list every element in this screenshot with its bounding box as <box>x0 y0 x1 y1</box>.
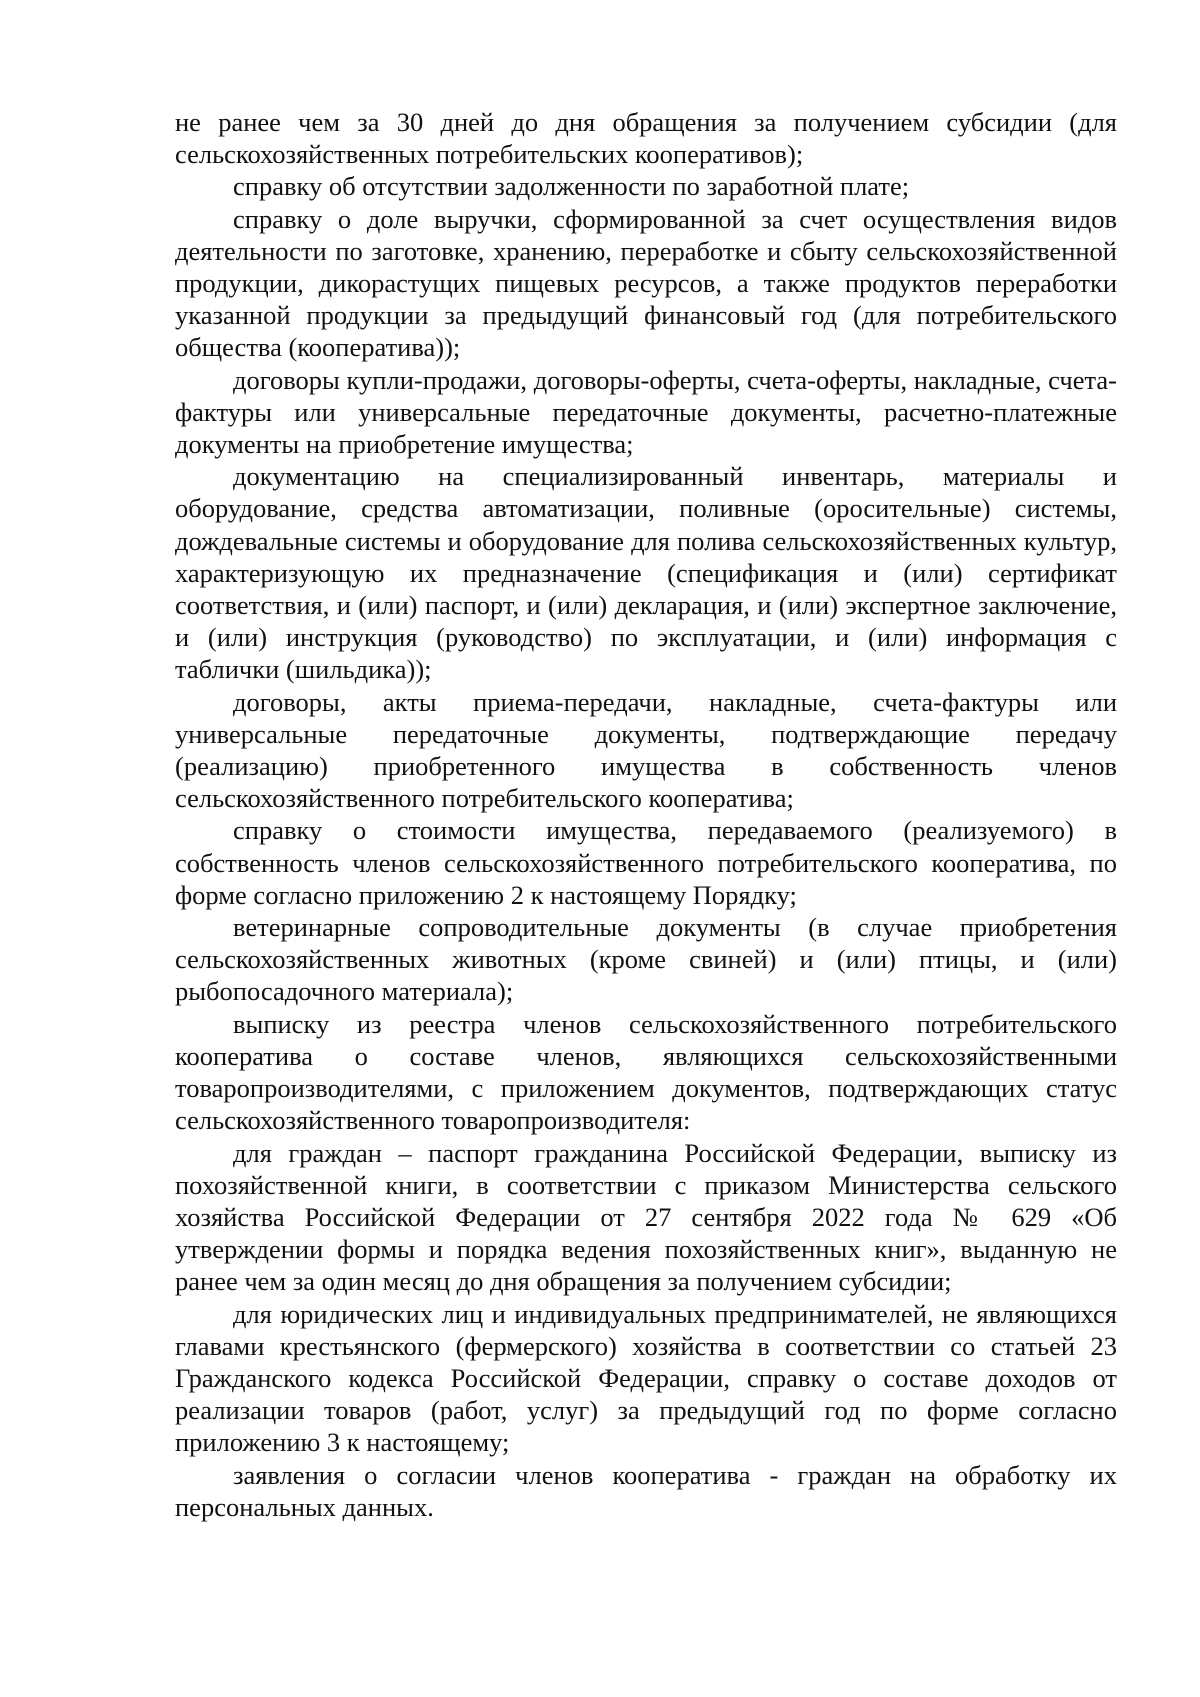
paragraph-equipment-documentation: документацию на специализированный инвентарь, материалы и оборудование, средства автоматизации, поливные (оросительные) системы, дождевальные системы и оборудование для полива сельскохозяйственных культур, характеризующую их предназначение (спецификация и (или) сертификат соответствия, и (или) паспорт, и (или) декларация, и (или) экспертное заключение, и (или) инструкция (руководство) по эксплуатации, и (или) информация с таблички (шильдика)); <box>175 461 1117 685</box>
paragraph-citizens-documents: для граждан – паспорт гражданина Российской Федерации, выписку из похозяйственной книги, в соответствии с приказом Министерства сельского хозяйства Российской Федерации от 27 сентября 2022 года № 629 «Об утверждении формы и порядка ведения похозяйственных книг», выданную не ранее чем за один месяц до дня обращения за получением субсидии; <box>175 1137 1117 1297</box>
paragraph-veterinary-documents: ветеринарные сопроводительные документы (в случае приобретения сельскохозяйственных животных (кроме свиней) и (или) птицы, и (или) рыбопосадочного материала); <box>175 912 1117 1007</box>
paragraph-continuation: не ранее чем за 30 дней до дня обращения за получением субсидии (для сельскохозяйственных потребительских кооперативов); <box>175 107 1117 170</box>
paragraph-legal-entities-documents: для юридических лиц и индивидуальных предпринимателей, не являющихся главами крестьянского (фермерского) хозяйства в соответствии со статьей 23 Гражданского кодекса Российской Федерации, справку о составе доходов от реализации товаров (работ, услуг) за предыдущий год по форме согласно приложению 3 к настоящему; <box>175 1298 1117 1458</box>
document-page <box>175 106 1117 1523</box>
paragraph-purchase-contracts: договоры купли-продажи, договоры-оферты, счета-оферты, накладные, счета-фактуры или универсальные передаточные документы, расчетно-платежные документы на приобретение имущества; <box>175 364 1117 460</box>
paragraph-property-value-certificate: справку о стоимости имущества, передаваемого (реализуемого) в собственность членов сельскохозяйственного потребительского кооператива, по форме согласно приложению 2 к настоящему Порядку; <box>175 815 1117 910</box>
paragraph-members-registry-extract: выписку из реестра членов сельскохозяйственного потребительского кооператива о составе членов, являющихся сельскохозяйственными товаропроизводителями, с приложением документов, подтверждающих статус сельскохозяйственного товаропроизводителя: <box>175 1008 1117 1136</box>
paragraph-revenue-share-certificate: справку о доле выручки, сформированной за счет осуществления видов деятельности по заготовке, хранению, переработке и сбыту сельскохозяйственной продукции, дикорастущих пищевых ресурсов, а также продуктов переработки указанной продукции за предыдущий финансовый год (для потребительского общества (кооператива)); <box>175 203 1117 363</box>
paragraph-transfer-acts: договоры, акты приема-передачи, накладные, счета-фактуры или универсальные передаточные документы, подтверждающие передачу (реализацию) приобретенного имущества в собственность членов сельскохозяйственного потребительского кооператива; <box>175 686 1117 814</box>
paragraph-salary-debt-certificate: справку об отсутствии задолженности по заработной плате; <box>233 171 910 202</box>
paragraph-personal-data-consent: заявления о согласии членов кооператива - граждан на обработку их персональных данных. <box>175 1459 1117 1522</box>
